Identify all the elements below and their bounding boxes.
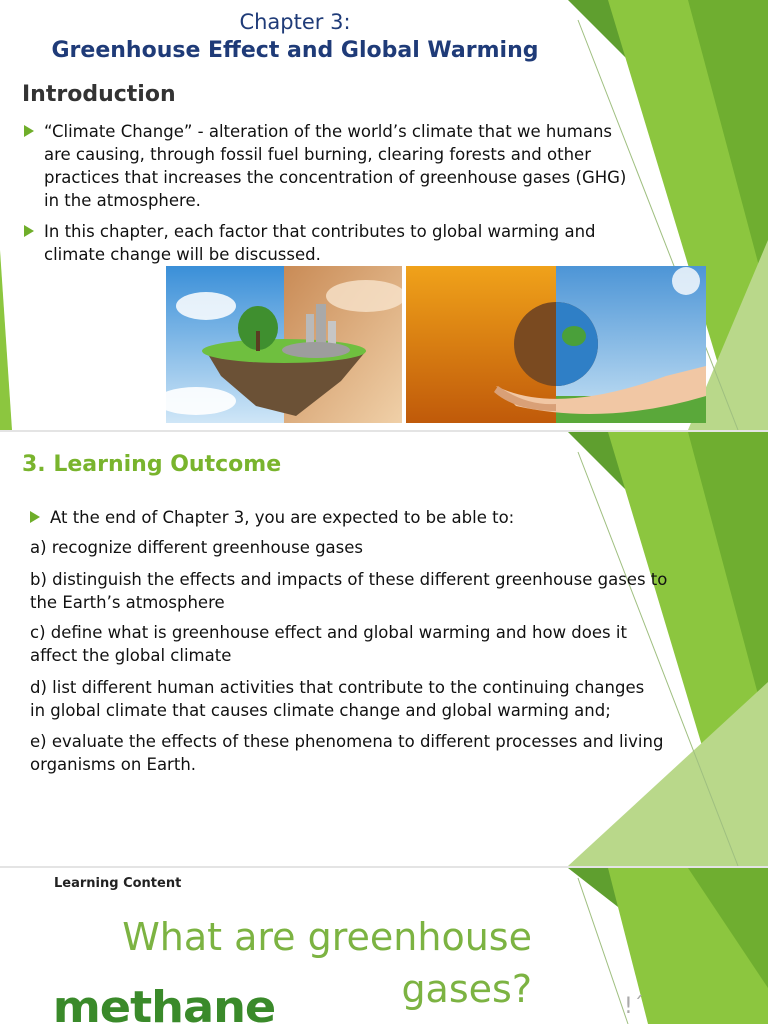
outcome-item-e: e) evaluate the effects of these phenomena to different processes and living organisms on Earth. (30, 732, 664, 774)
outcome-item-a: a) recognize different greenhouse gases (30, 538, 364, 557)
slide-introduction (0, 0, 768, 430)
chapter-title: Greenhouse Effect and Global Warming (51, 38, 539, 63)
outcome-item-b: b) distinguish the effects and impacts of these different greenhouse gases to the Earth’s atmosphere (30, 570, 668, 612)
question-heading-line1: What are greenhouse (122, 915, 532, 959)
floating-island-image (166, 266, 402, 423)
intro-bullet-1: “Climate Change” - alteration of the world’s climate that we humans are causing, through fossil fuel burning, clearing forests and other practices that increases the concentration of greenhouse gases (GHG) in the atmosphere. (24, 120, 644, 212)
slide-label: Learning Content (54, 876, 182, 891)
bullet-arrow-icon (30, 511, 40, 523)
outcome-item-c: c) define what is greenhouse effect and global warming and how does it affect the global climate (30, 623, 627, 665)
small-mark: !´ (624, 994, 644, 1019)
chapter-label: Chapter 3: (239, 10, 351, 34)
slide-learning-content (0, 868, 768, 1024)
green-decoration-left (0, 250, 12, 430)
earth-in-hands-image (406, 266, 706, 423)
slide-learning-outcome (0, 432, 768, 866)
question-heading-line2: gases? (401, 967, 532, 1011)
section-heading: Introduction (22, 82, 176, 107)
bullet-arrow-icon (24, 125, 34, 137)
methane-logo: methane (52, 982, 276, 1024)
section-heading: 3. Learning Outcome (22, 452, 282, 477)
green-decoration-right (568, 868, 768, 1024)
bullet-arrow-icon (24, 225, 34, 237)
outcome-item-d: d) list different human activities that contribute to the continuing changes in global climate that causes climate change and global warming and; (30, 678, 645, 720)
intro-bullet-2: In this chapter, each factor that contributes to global warming and climate change will be discussed. (24, 220, 644, 266)
outcome-intro: At the end of Chapter 3, you are expected to be able to: (30, 506, 650, 529)
